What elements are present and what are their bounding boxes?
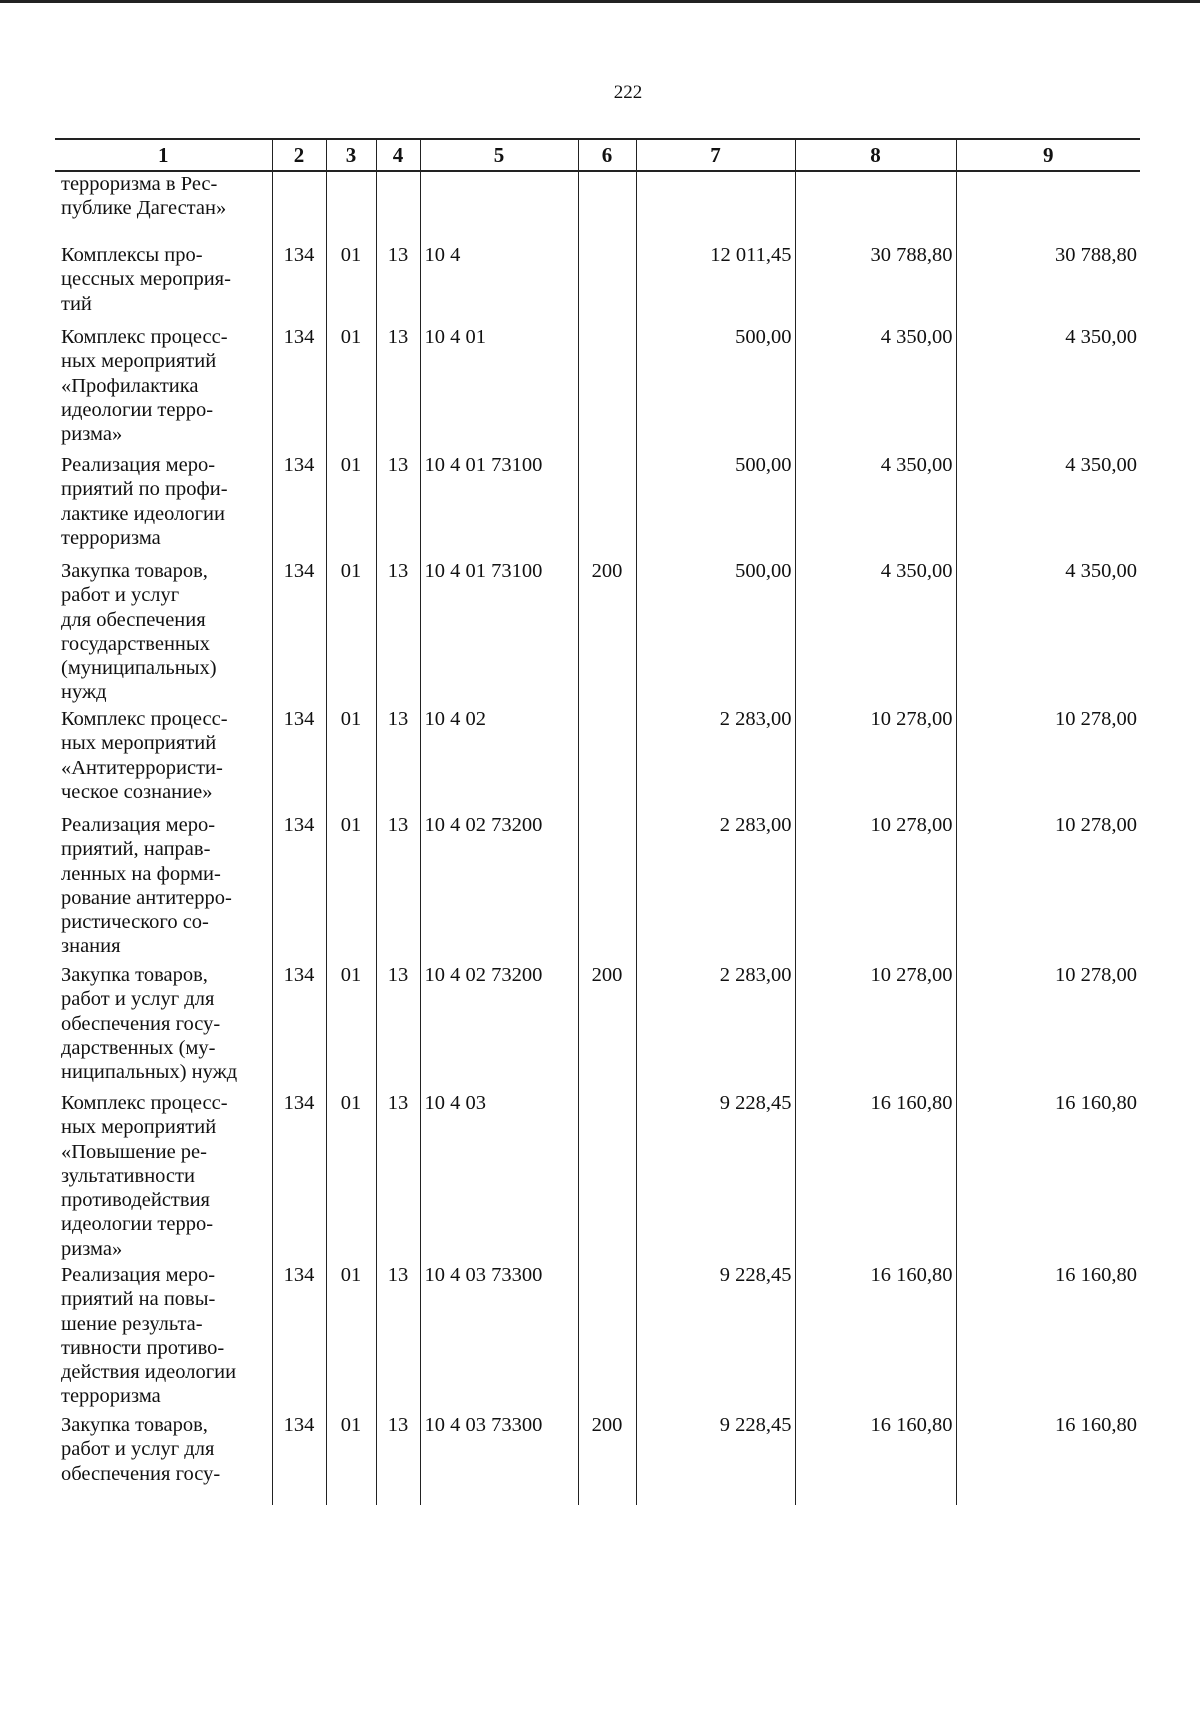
cell-amount-col9: 10 278,00 [956,707,1140,813]
cell-section: 01 [326,813,376,963]
column-header-9: 9 [956,139,1140,171]
cell-amount-col7 [636,171,795,243]
cell-ministry-code: 134 [272,963,326,1091]
column-header-1: 1 [55,139,272,171]
cell-ministry-code: 134 [272,559,326,707]
cell-section: 01 [326,1091,376,1263]
cell-section: 01 [326,707,376,813]
page-number: 222 [613,82,643,103]
row-description: Реализация меро- приятий на повы- шение результа- тивности противо- действия идеологии терроризма [61,1264,237,1408]
cell-amount-col7: 9 228,45 [636,1413,795,1505]
column-header-5: 5 [420,139,578,171]
cell-amount-col8: 4 350,00 [795,453,956,559]
cell-amount-col9: 10 278,00 [956,963,1140,1091]
cell-ministry-code: 134 [272,813,326,963]
cell-amount-col9: 10 278,00 [956,813,1140,963]
budget-table [55,138,1140,1505]
cell-ministry-code: 134 [272,243,326,325]
cell-expense-type [578,1091,636,1263]
cell-section: 01 [326,559,376,707]
table-row [55,243,1140,325]
row-description: Комплекс процесс- ных мероприятий «Профилактика идеологии терро- ризма» [61,326,228,446]
table-row [55,813,1140,963]
row-description: терроризма в Рес- публике Дагестан» [61,173,227,220]
cell-amount-col7: 2 283,00 [636,707,795,813]
row-description: Комплексы про- цессных мероприя- тий [61,244,231,315]
cell-subsection: 13 [376,707,420,813]
row-description: Комплекс процесс- ных мероприятий «Антитеррористи- ческое сознание» [61,708,228,803]
cell-section: 01 [326,1413,376,1505]
column-header-3: 3 [326,139,376,171]
cell-ministry-code [272,171,326,243]
cell-amount-col9 [956,171,1140,243]
cell-subsection: 13 [376,813,420,963]
cell-amount-col8: 10 278,00 [795,963,956,1091]
header-row [55,139,1140,171]
table-row [55,1413,1140,1505]
cell-section: 01 [326,243,376,325]
cell-amount-col8 [795,171,956,243]
column-header-2: 2 [272,139,326,171]
cell-section: 01 [326,1263,376,1413]
row-description: Реализация меро- приятий, направ- ленных на форми- рование антитерро- ристического со- знания [61,814,232,958]
table-row [55,325,1140,453]
cell-amount-col7: 500,00 [636,325,795,453]
cell-amount-col7: 12 011,45 [636,243,795,325]
cell-expense-type [578,453,636,559]
cell-target-article: 10 4 03 73300 [420,1263,578,1413]
column-header-8: 8 [795,139,956,171]
cell-amount-col7: 500,00 [636,559,795,707]
cell-expense-type [578,1263,636,1413]
row-description: Закупка товаров, работ и услуг для обеспечения госу- дарственных (му- ниципальных) нужд [61,964,238,1084]
cell-expense-type [578,325,636,453]
cell-ministry-code: 134 [272,1413,326,1505]
cell-subsection: 13 [376,243,420,325]
cell-ministry-code: 134 [272,453,326,559]
cell-subsection: 13 [376,1413,420,1505]
cell-expense-type [578,243,636,325]
cell-subsection: 13 [376,963,420,1091]
cell-amount-col9: 4 350,00 [956,559,1140,707]
cell-expense-type [578,171,636,243]
cell-section: 01 [326,453,376,559]
cell-subsection: 13 [376,1091,420,1263]
cell-amount-col8: 4 350,00 [795,325,956,453]
cell-amount-col7: 9 228,45 [636,1091,795,1263]
cell-amount-col9: 16 160,80 [956,1091,1140,1263]
cell-target-article: 10 4 01 [420,325,578,453]
cell-section: 01 [326,325,376,453]
top-border-line [0,0,1200,3]
cell-subsection: 13 [376,453,420,559]
cell-target-article: 10 4 01 73100 [420,453,578,559]
row-description: Комплекс процесс- ных мероприятий «Повышение ре- зультативности противодействия идеологии терро- ризма» [61,1092,228,1260]
cell-subsection: 13 [376,559,420,707]
cell-amount-col7: 2 283,00 [636,963,795,1091]
row-description: Закупка товаров, работ и услуг для обеспечения государственных (муниципальных) нужд [61,560,217,704]
table-row [55,559,1140,707]
table-header [55,139,1140,171]
table-row [55,453,1140,559]
cell-expense-type [578,813,636,963]
row-description: Закупка товаров, работ и услуг для обеспечения госу- [61,1414,221,1485]
column-header-4: 4 [376,139,420,171]
cell-target-article: 10 4 [420,243,578,325]
cell-amount-col8: 16 160,80 [795,1263,956,1413]
cell-subsection [376,171,420,243]
table-row [55,707,1140,813]
cell-ministry-code: 134 [272,325,326,453]
cell-amount-col8: 16 160,80 [795,1413,956,1505]
cell-amount-col7: 9 228,45 [636,1263,795,1413]
cell-amount-col8: 16 160,80 [795,1091,956,1263]
column-header-7: 7 [636,139,795,171]
cell-subsection: 13 [376,1263,420,1413]
cell-target-article: 10 4 01 73100 [420,559,578,707]
table-row [55,171,1140,243]
cell-amount-col7: 500,00 [636,453,795,559]
cell-target-article: 10 4 03 73300 [420,1413,578,1505]
cell-amount-col8: 10 278,00 [795,707,956,813]
cell-expense-type: 200 [578,559,636,707]
table-row [55,1091,1140,1263]
column-header-6: 6 [578,139,636,171]
cell-section [326,171,376,243]
table-body [55,171,1140,1505]
cell-amount-col8: 10 278,00 [795,813,956,963]
table-row [55,1263,1140,1413]
cell-target-article: 10 4 02 73200 [420,963,578,1091]
cell-expense-type: 200 [578,1413,636,1505]
cell-amount-col9: 16 160,80 [956,1413,1140,1505]
cell-ministry-code: 134 [272,707,326,813]
cell-target-article: 10 4 02 73200 [420,813,578,963]
cell-target-article [420,171,578,243]
cell-subsection: 13 [376,325,420,453]
cell-amount-col7: 2 283,00 [636,813,795,963]
cell-amount-col9: 4 350,00 [956,453,1140,559]
cell-section: 01 [326,963,376,1091]
cell-ministry-code: 134 [272,1263,326,1413]
cell-amount-col8: 4 350,00 [795,559,956,707]
cell-target-article: 10 4 02 [420,707,578,813]
cell-amount-col8: 30 788,80 [795,243,956,325]
row-description: Реализация меро- приятий по профи- лактике идеологии терроризма [61,454,228,549]
cell-ministry-code: 134 [272,1091,326,1263]
table-row [55,963,1140,1091]
cell-amount-col9: 4 350,00 [956,325,1140,453]
cell-expense-type [578,707,636,813]
cell-amount-col9: 16 160,80 [956,1263,1140,1413]
cell-target-article: 10 4 03 [420,1091,578,1263]
cell-expense-type: 200 [578,963,636,1091]
cell-amount-col9: 30 788,80 [956,243,1140,325]
